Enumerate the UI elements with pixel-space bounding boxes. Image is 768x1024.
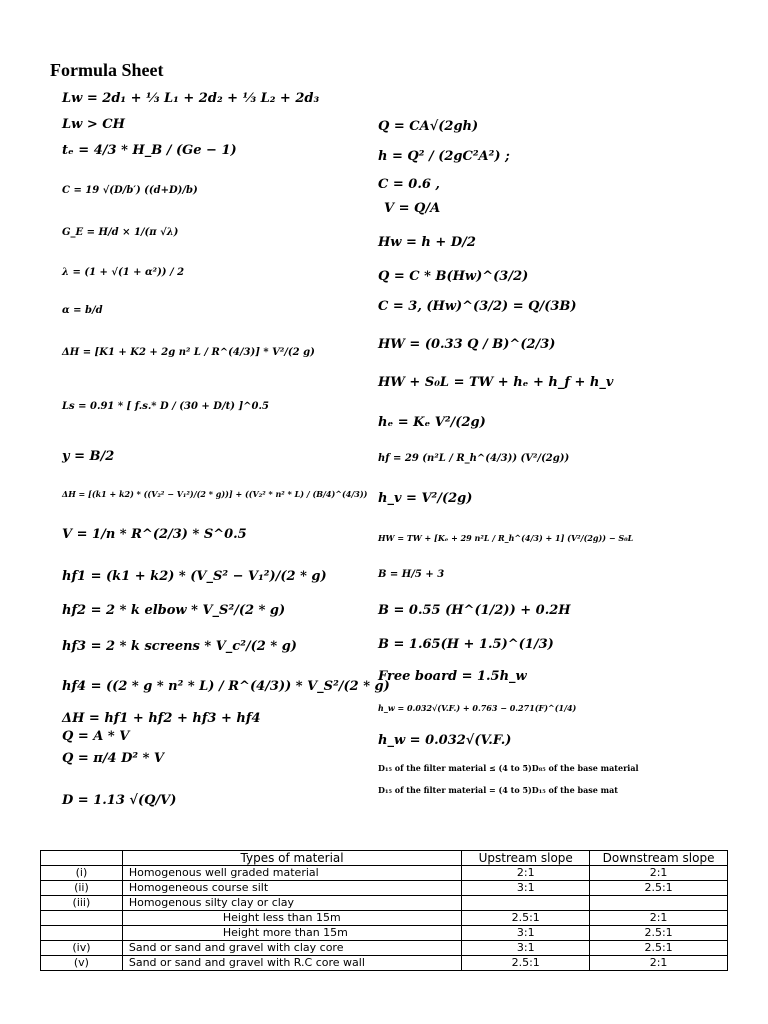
formula-free-board: Free board = 1.5h_w xyxy=(378,669,527,684)
row-material: Sand or sand and gravel with clay core xyxy=(122,941,461,956)
formula-hw-1: h_w = 0.032√(V.F.) + 0.763 − 0.271(F)^(1/4) xyxy=(378,703,577,713)
formula-ge: G_E = H/d × 1/(π √λ) xyxy=(62,227,179,238)
row-downstream: 2:1 xyxy=(590,866,728,881)
row-index xyxy=(41,911,123,926)
formula-q-pipe: Q = π/4 D² * V xyxy=(62,751,165,766)
row-material: Sand or sand and gravel with R.C core wall xyxy=(122,956,461,971)
row-upstream: 2:1 xyxy=(462,866,590,881)
formula-te: tₑ = 4/3 * H_B / (Ge − 1) xyxy=(62,143,237,158)
formula-hw-power: HW = (0.33 Q / B)^(2/3) xyxy=(378,337,556,352)
row-downstream: 2.5:1 xyxy=(590,881,728,896)
page-title: Formula Sheet xyxy=(50,60,164,80)
formula-b-1: B = H/5 + 3 xyxy=(378,569,445,580)
row-index: (ii) xyxy=(41,881,123,896)
row-material: Homogeneous course silt xyxy=(122,881,461,896)
formula-hw-full: HW = TW + [Kₑ + 29 n²L / R_h^(4/3) + 1] (V²/(2g)) − S₀L xyxy=(378,533,634,543)
row-material: Homogenous well graded material xyxy=(122,866,461,881)
formula-q-av: Q = A * V xyxy=(62,729,130,744)
row-upstream: 2.5:1 xyxy=(462,956,590,971)
formula-hf4: hf4 = ((2 * g * n² * L) / R^(4/3)) * V_S²/(2 * g) xyxy=(62,679,390,694)
formula-y: y = B/2 xyxy=(62,449,115,464)
row-downstream: 2.5:1 xyxy=(590,941,728,956)
formula-ls: Ls = 0.91 * [ f.s.* D / (30 + D/t) ]^0.5 xyxy=(62,401,269,412)
row-downstream: 2:1 xyxy=(590,911,728,926)
row-upstream xyxy=(462,896,590,911)
row-upstream: 3:1 xyxy=(462,926,590,941)
formula-lw-gt-ch: Lw > CH xyxy=(62,117,125,132)
filter-criterion-2: D₁₅ of the filter material = (4 to 5)D₁₅ of the base mat xyxy=(378,785,618,795)
formula-b-2: B = 0.55 (H^(1/2)) + 0.2H xyxy=(378,603,571,618)
formula-delta-h-total: ΔH = hf1 + hf2 + hf3 + hf4 xyxy=(62,711,261,726)
formula-weir-q: Q = C * B(Hw)^(3/2) xyxy=(378,269,529,284)
formula-weir-length: Lw = 2d₁ + ⅓ L₁ + 2d₂ + ⅓ L₂ + 2d₃ xyxy=(62,91,320,106)
row-upstream: 2.5:1 xyxy=(462,911,590,926)
table-header-upstream: Upstream slope xyxy=(462,851,590,866)
formula-orifice-q: Q = CA√(2gh) xyxy=(378,119,479,134)
formula-energy: HW + S₀L = TW + hₑ + h_f + h_v xyxy=(378,375,614,390)
table-row xyxy=(41,866,728,881)
formula-hw: Hw = h + D/2 xyxy=(378,235,476,250)
formula-manning: V = 1/n * R^(2/3) * S^0.5 xyxy=(62,527,247,542)
row-downstream: 2:1 xyxy=(590,956,728,971)
formula-lambda: λ = (1 + √(1 + α²)) / 2 xyxy=(62,267,185,278)
row-downstream: 2.5:1 xyxy=(590,926,728,941)
row-upstream: 3:1 xyxy=(462,941,590,956)
formula-hf1: hf1 = (k1 + k2) * (V_S² − V₁²)/(2 * g) xyxy=(62,569,327,584)
formula-hf3: hf3 = 2 * k screens * V_c²/(2 * g) xyxy=(62,639,297,654)
row-material: Height less than 15m xyxy=(122,911,461,926)
table-header-row xyxy=(41,851,728,866)
formula-delta-h-2: ΔH = [(k1 + k2) * ((V₂² − V₁²)/(2 * g))] + ((V₂² * n² * L) / (B/4)^(4/3)) xyxy=(62,489,368,499)
table-header-downstream: Downstream slope xyxy=(590,851,728,866)
formula-hf: hf = 29 (n²L / R_h^(4/3)) (V²/(2g)) xyxy=(378,453,570,464)
formula-orifice-h: h = Q² / (2gC²A²) ; xyxy=(378,149,510,164)
table-row xyxy=(41,911,728,926)
row-index: (v) xyxy=(41,956,123,971)
row-index: (i) xyxy=(41,866,123,881)
formula-d-pipe: D = 1.13 √(Q/V) xyxy=(62,793,177,808)
table-row xyxy=(41,926,728,941)
formula-b-3: B = 1.65(H + 1.5)^(1/3) xyxy=(378,637,554,652)
row-index: (iv) xyxy=(41,941,123,956)
table-row xyxy=(41,941,728,956)
formula-c3: C = 3, (Hw)^(3/2) = Q/(3B) xyxy=(378,299,577,314)
table-header-material: Types of material xyxy=(122,851,461,866)
table-row xyxy=(41,956,728,971)
formula-alpha: α = b/d xyxy=(62,305,103,316)
filter-criterion-1: D₁₅ of the filter material ≤ (4 to 5)D₈₅ of the base material xyxy=(378,763,639,773)
formula-hf2: hf2 = 2 * k elbow * V_S²/(2 * g) xyxy=(62,603,286,618)
row-downstream xyxy=(590,896,728,911)
formula-delta-h-1: ΔH = [K1 + K2 + 2g n² L / R^(4/3)] * V²/(2 g) xyxy=(62,347,315,358)
table-row xyxy=(41,896,728,911)
formula-he: hₑ = Kₑ V²/(2g) xyxy=(378,415,486,430)
table-row xyxy=(41,881,728,896)
row-material: Height more than 15m xyxy=(122,926,461,941)
formula-hv: h_v = V²/(2g) xyxy=(378,491,473,506)
row-material: Homogenous silty clay or clay xyxy=(122,896,461,911)
material-slope-table xyxy=(40,850,728,971)
row-index xyxy=(41,926,123,941)
table-header-index xyxy=(41,851,123,866)
row-index: (iii) xyxy=(41,896,123,911)
formula-c-coefficient: C = 19 √(D/b′) ((d+D)/b) xyxy=(62,185,198,196)
formula-hw-2: h_w = 0.032√(V.F.) xyxy=(378,733,512,748)
row-upstream: 3:1 xyxy=(462,881,590,896)
formula-c-06: C = 0.6 , xyxy=(378,177,440,192)
formula-v-qa: V = Q/A xyxy=(384,201,441,216)
